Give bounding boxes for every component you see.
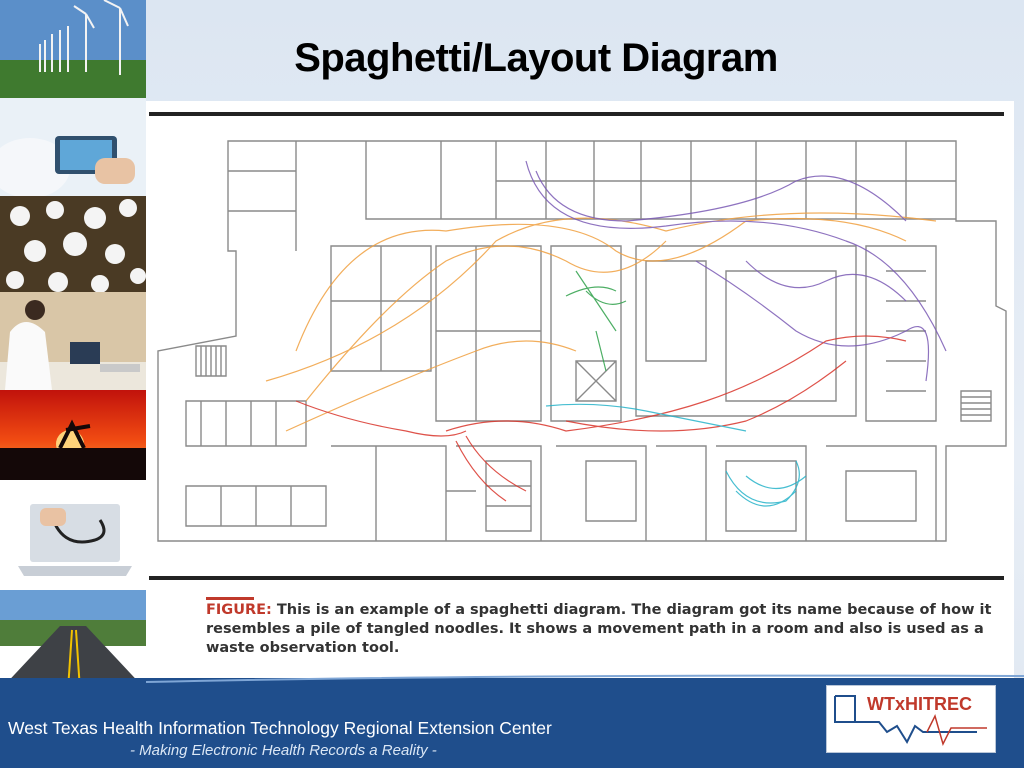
caption-text: This is an example of a spaghetti diagram. The diagram got its name because of how it resembles a pile of tangled noodles. It shows a movement path in a room and also is used as a waste observation tool. <box>206 602 992 656</box>
wind-turbines-photo <box>0 0 146 98</box>
sidebar-photo-strip <box>0 0 146 690</box>
slide-title: Spaghetti/Layout Diagram <box>294 36 778 80</box>
clinician-laptop-photo <box>0 292 146 390</box>
caption-accent-rule <box>206 597 254 600</box>
wtxhitrec-logo <box>826 685 996 753</box>
cotton-plants-photo <box>0 196 146 292</box>
caption-label: FIGURE: <box>206 602 272 618</box>
floor-plan-image <box>146 101 1014 591</box>
doctor-tablet-photo <box>0 98 146 196</box>
figure-caption <box>206 601 996 658</box>
footer-org-name: West Texas Health Information Technology Regional Extension Center <box>8 718 552 738</box>
oil-pump-sunset-photo <box>0 390 146 480</box>
footer-tagline: - Making Electronic Health Records a Reality - <box>130 742 437 759</box>
spaghetti-diagram-figure <box>146 101 1014 679</box>
logo-text: WTxHITREC <box>867 694 972 714</box>
stethoscope-laptop-photo <box>0 480 146 590</box>
